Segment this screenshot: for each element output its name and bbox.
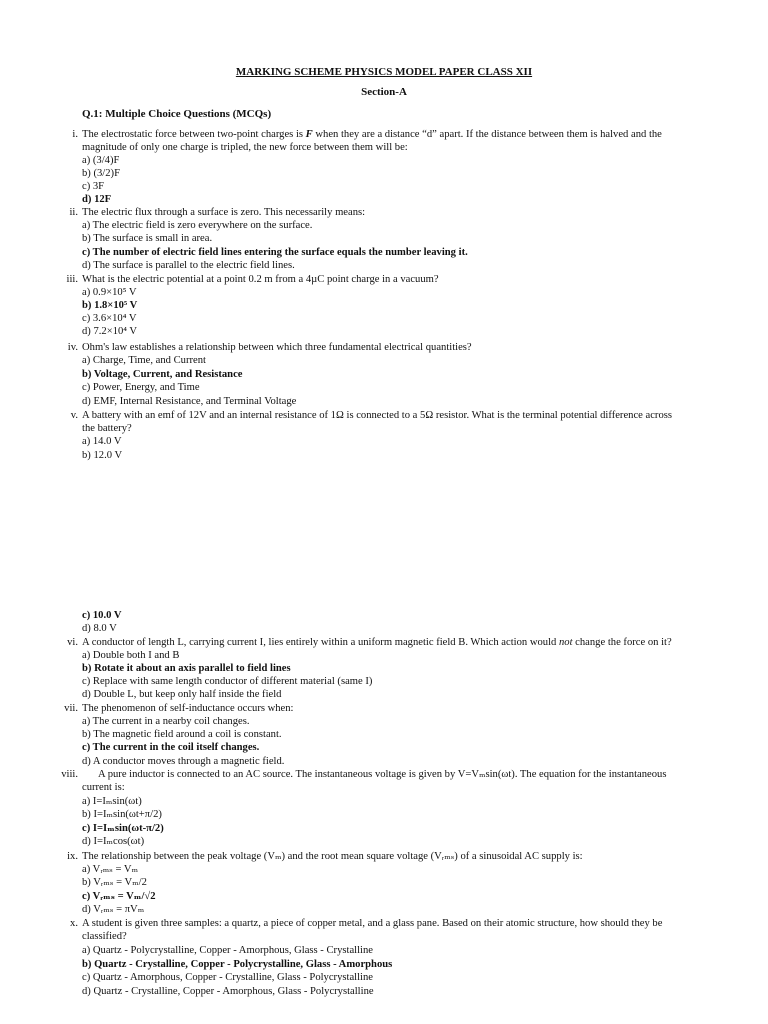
question-number: x. xyxy=(70,918,78,929)
option: b) The surface is small in area. xyxy=(82,233,213,244)
option: d) Double L, but keep only half inside the field xyxy=(82,689,282,700)
question-number: viii. xyxy=(61,769,78,780)
option: d) 7.2×10⁴ V xyxy=(82,326,138,337)
question-text-continued: the battery? xyxy=(82,423,132,434)
correct-option: b) Quartz - Crystalline, Copper - Polycrystalline, Glass - Amorphous xyxy=(82,959,393,970)
option: a) The electric field is zero everywhere on the surface. xyxy=(82,220,313,231)
question-text: The phenomenon of self-inductance occurs when: xyxy=(82,703,294,714)
correct-option: c) The number of electric field lines entering the surface equals the number leaving it. xyxy=(82,247,468,258)
correct-option: c) Vᵣₘₛ = Vₘ/√2 xyxy=(82,891,156,902)
option: d) Vᵣₘₛ = πVₘ xyxy=(82,904,145,915)
option: b) (3/2)F xyxy=(82,168,120,179)
option: b) I=Iₘsin(ωt+π/2) xyxy=(82,809,162,820)
option: d) A conductor moves through a magnetic field. xyxy=(82,756,285,767)
option: d) I=Iₘcos(ωt) xyxy=(82,836,145,847)
option: b) The magnetic field around a coil is constant. xyxy=(82,729,282,740)
option: c) Replace with same length conductor of different material (same I) xyxy=(82,676,373,687)
option: a) Charge, Time, and Current xyxy=(82,355,206,366)
option: d) EMF, Internal Resistance, and Terminal Voltage xyxy=(82,396,297,407)
option: c) 3.6×10⁴ V xyxy=(82,313,137,324)
question-number: i. xyxy=(72,129,78,140)
option: a) Vᵣₘₛ = Vₘ xyxy=(82,864,139,875)
question-number: iv. xyxy=(67,342,78,353)
question-text: The electric flux through a surface is zero. This necessarily means: xyxy=(82,207,366,218)
question-number: vii. xyxy=(64,703,78,714)
correct-option: c) 10.0 V xyxy=(82,610,122,621)
question-number: v. xyxy=(70,410,78,421)
option: a) I=Iₘsin(ωt) xyxy=(82,796,142,807)
question-text: Ohm's law establishes a relationship between which three fundamental electrical quantities? xyxy=(82,342,472,353)
option: a) 0.9×10⁵ V xyxy=(82,287,137,298)
option: a) 14.0 V xyxy=(82,436,122,447)
option: a) Quartz - Polycrystalline, Copper - Amorphous, Glass - Crystalline xyxy=(82,945,373,956)
question-number: ix. xyxy=(67,851,78,862)
correct-option: b) 1.8×10⁵ V xyxy=(82,300,138,311)
question-text: A student is given three samples: a quartz, a piece of copper metal, and a glass pane. Based on their atomic structure, how should they be xyxy=(82,918,663,929)
question-number: ii. xyxy=(69,207,78,218)
option: a) Double both I and B xyxy=(82,650,180,661)
option: d) The surface is parallel to the electric field lines. xyxy=(82,260,295,271)
question-text: A conductor of length L, carrying current I, lies entirely within a uniform magnetic field B. Which action would not change the force on it? xyxy=(82,637,672,648)
correct-option: c) The current in the coil itself changes. xyxy=(82,742,260,753)
option: a) (3/4)F xyxy=(82,155,120,166)
question-number: iii. xyxy=(66,274,78,285)
question-text: A pure inductor is connected to an AC source. The instantaneous voltage is given by V=Vₘsin(ωt). The equation for the instantaneous xyxy=(98,769,667,780)
option: c) Power, Energy, and Time xyxy=(82,382,200,393)
question-text: The relationship between the peak voltage (Vₘ) and the root mean square voltage (Vᵣₘₛ) of a sinusoidal AC supply is: xyxy=(82,851,583,862)
option: a) The current in a nearby coil changes. xyxy=(82,716,250,727)
correct-option: c) I=Iₘsin(ωt-π/2) xyxy=(82,823,164,834)
section-heading: Section-A xyxy=(361,86,407,98)
page-title: MARKING SCHEME PHYSICS MODEL PAPER CLASS XII xyxy=(235,66,533,78)
option: d) Quartz - Crystalline, Copper - Amorphous, Glass - Polycrystalline xyxy=(82,986,374,997)
question-number: vi. xyxy=(67,637,78,648)
question-text: The electrostatic force between two-point charges is F when they are a distance “d” apart. If the distance between them is halved and the xyxy=(82,129,662,140)
option: b) 12.0 V xyxy=(82,450,123,461)
correct-option: b) Voltage, Current, and Resistance xyxy=(82,369,243,380)
option: c) Quartz - Amorphous, Copper - Crystalline, Glass - Polycrystalline xyxy=(82,972,373,983)
question-text: What is the electric potential at a point 0.2 m from a 4µC point charge in a vacuum? xyxy=(82,274,439,285)
question-group-heading: Q.1: Multiple Choice Questions (MCQs) xyxy=(82,108,272,120)
correct-option: d) 12F xyxy=(82,194,112,205)
question-text-continued: magnitude of only one charge is tripled, the new force between them will be: xyxy=(82,142,408,153)
question-text-continued: current is: xyxy=(82,782,125,793)
correct-option: b) Rotate it about an axis parallel to field lines xyxy=(82,663,291,674)
question-text: A battery with an emf of 12V and an internal resistance of 1Ω is connected to a 5Ω resistor. What is the terminal potential difference across xyxy=(82,410,672,421)
question-text-continued: classified? xyxy=(82,931,127,942)
option: d) 8.0 V xyxy=(82,623,117,634)
option: c) 3F xyxy=(82,181,105,192)
option: b) Vᵣₘₛ = Vₘ/2 xyxy=(82,877,147,888)
